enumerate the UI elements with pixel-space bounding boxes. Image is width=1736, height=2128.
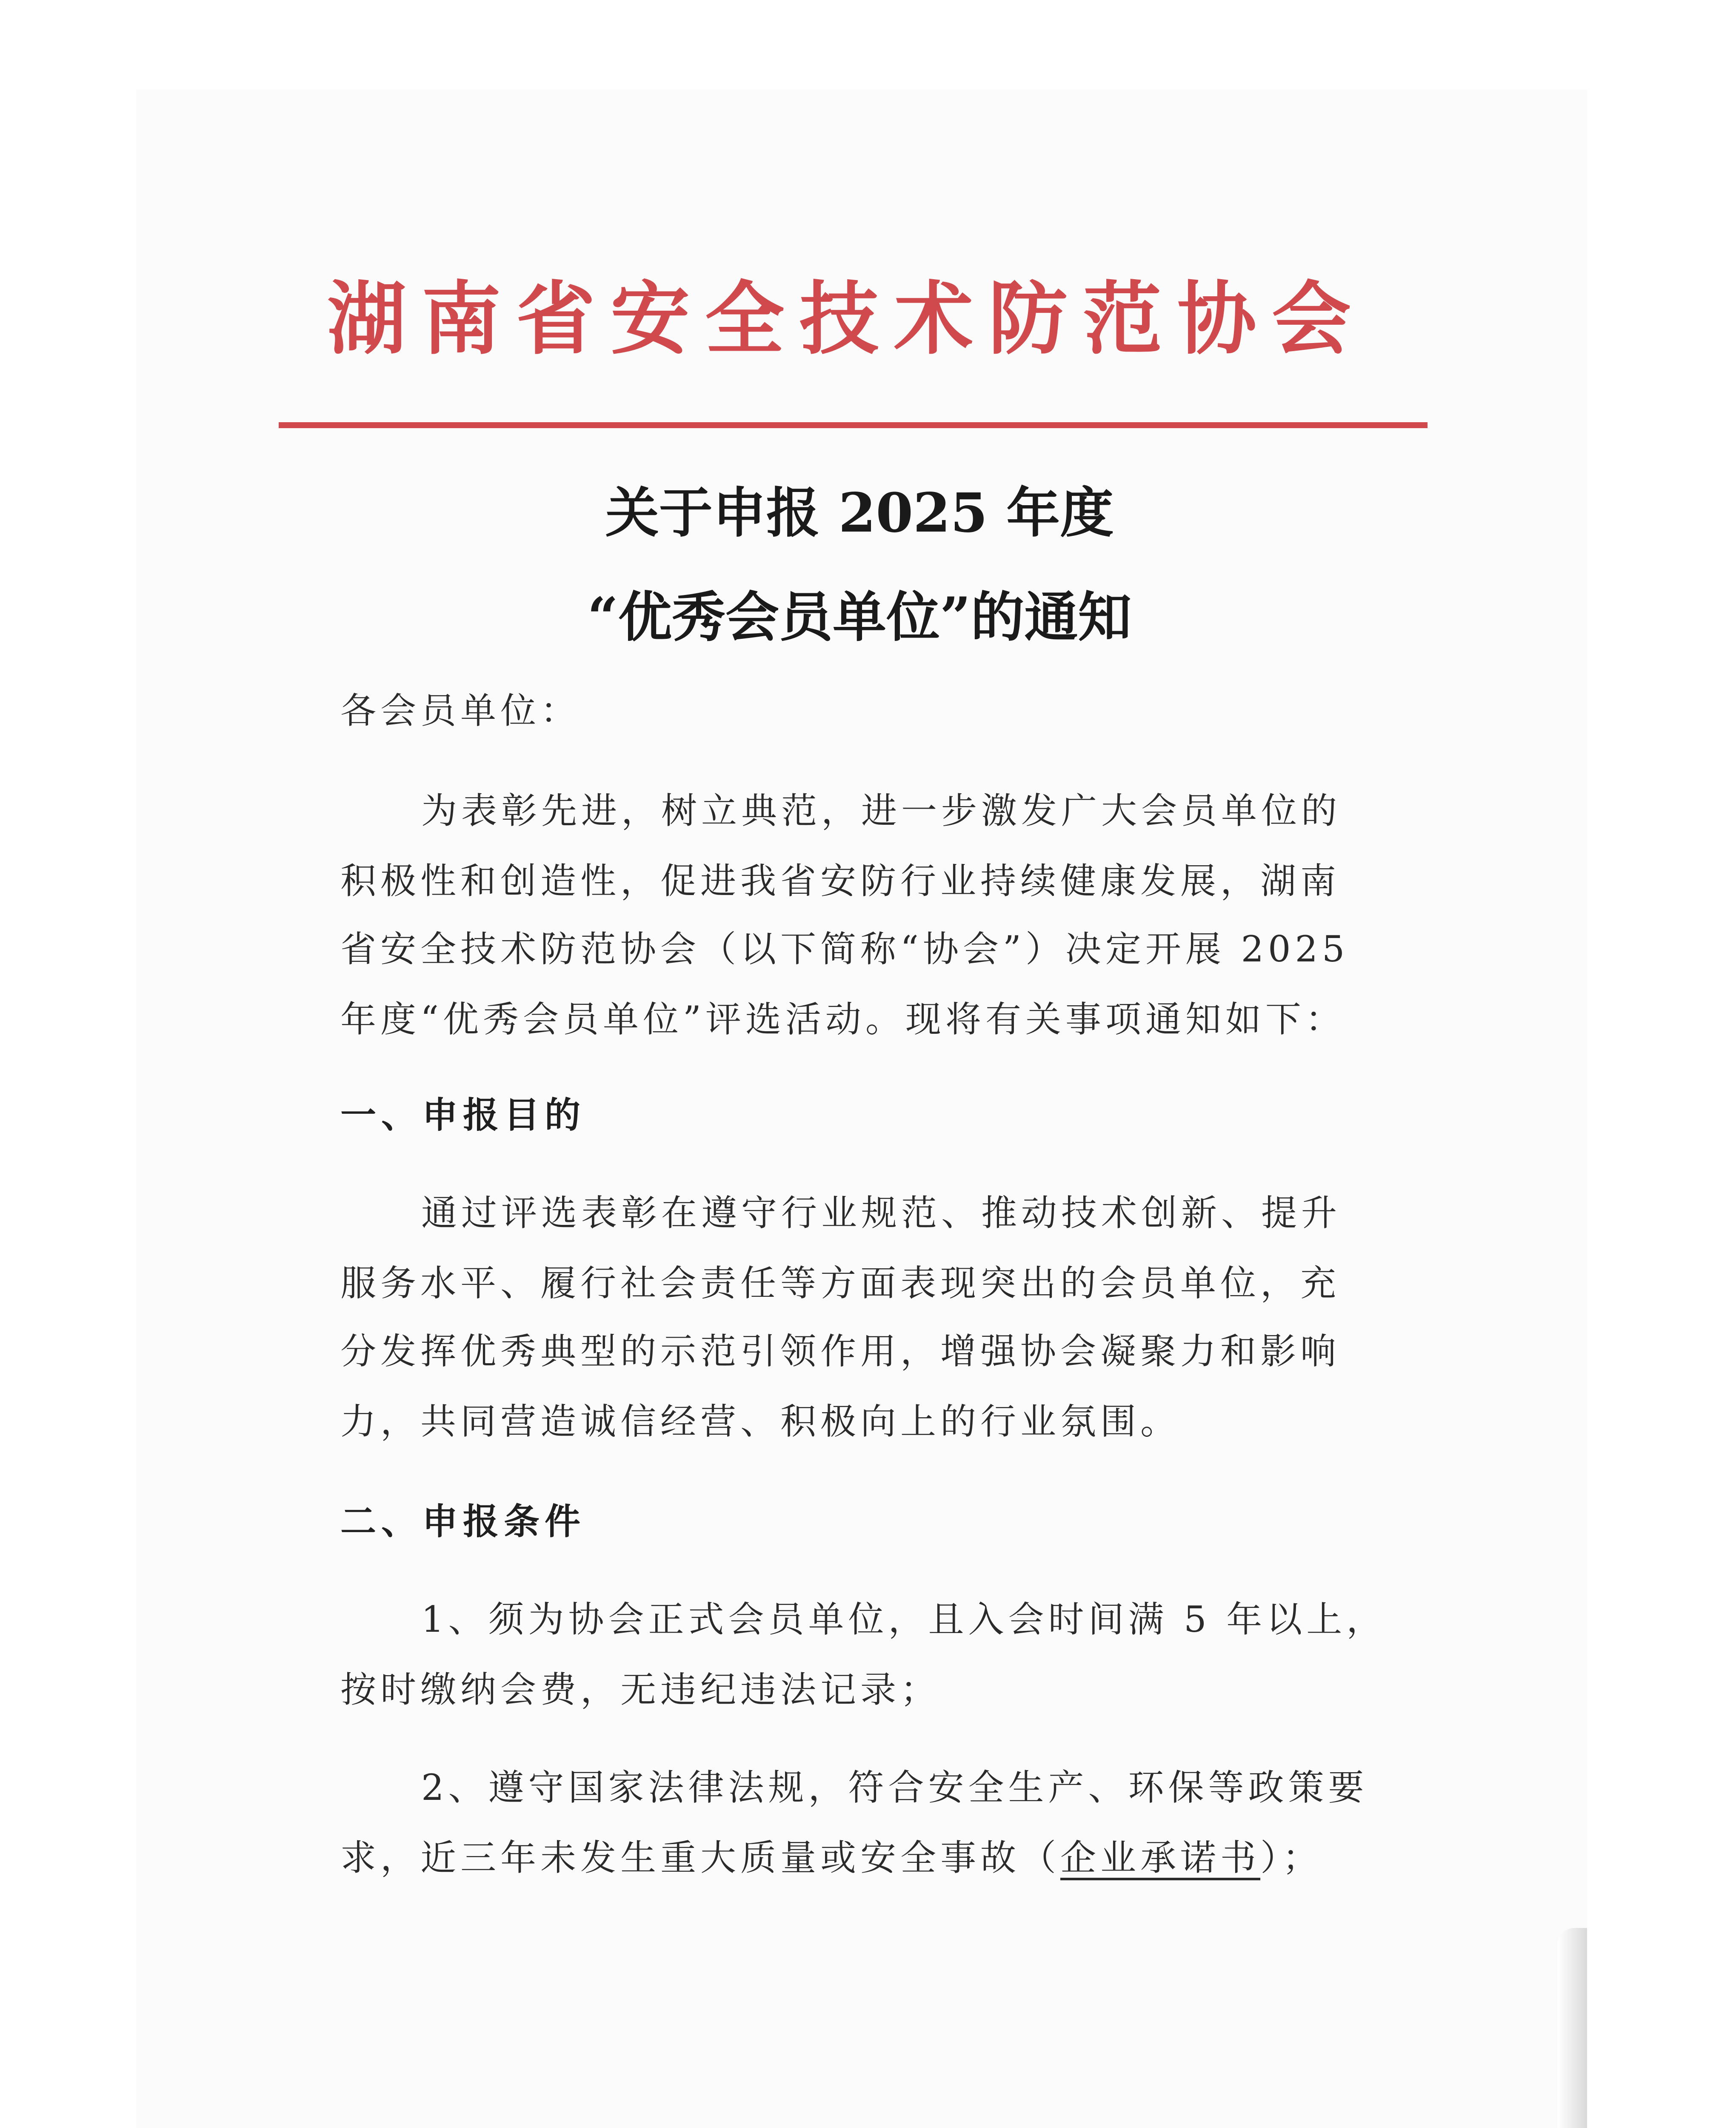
intro-line-3: 省安全技术防范协会（以下简称“协会”）决定开展 2025 [340,928,1349,970]
page-curl-shadow [1557,1928,1587,2128]
item-2-text-suffix: ）； [1260,1837,1323,1879]
section-2-heading: 二、申报条件 [340,1500,586,1542]
section-2-item-1-line-1: 1、须为协会正式会员单位，且入会时间满 5 年以上， [421,1599,1387,1640]
section-2-item-1-line-2: 按时缴纳会费，无违纪违法记录； [340,1669,941,1710]
salutation: 各会员单位： [340,690,581,732]
intro-line-4: 年度“优秀会员单位”评选活动。现将有关事项通知如下： [340,998,1345,1040]
section-1-line-1: 通过评选表彰在遵守行业规范、推动技术创新、提升 [421,1192,1342,1234]
section-1-line-3: 分发挥优秀典型的示范引领作用，增强协会凝聚力和影响 [340,1330,1341,1372]
item-2-text-prefix: 求，近三年未发生重大质量或安全事故（ [340,1837,1061,1879]
section-1-heading: 一、申报目的 [340,1094,586,1136]
intro-line-2: 积极性和创造性，促进我省安防行业持续健康发展，湖南 [340,860,1341,902]
section-1-line-2: 服务水平、履行社会责任等方面表现突出的会员单位，充 [340,1262,1341,1304]
document-title-line-2: “优秀会员单位”的通知 [587,586,1132,649]
section-2-item-2-line-2 [340,1836,1322,1879]
document-title-line-1: 关于申报 2025 年度 [605,481,1114,544]
intro-line-1: 为表彰先进，树立典范，进一步激发广大会员单位的 [421,790,1342,832]
organization-letterhead: 湖南省安全技术防范协会 [327,273,1366,365]
section-2-item-2-line-1: 2、遵守国家法律法规，符合安全生产、环保等政策要 [421,1767,1368,1808]
enterprise-commitment-link[interactable]: 企业承诺书 [1060,1837,1261,1879]
section-1-line-4: 力，共同营造诚信经营、积极向上的行业氛围。 [340,1401,1181,1442]
letterhead-divider [279,422,1428,428]
